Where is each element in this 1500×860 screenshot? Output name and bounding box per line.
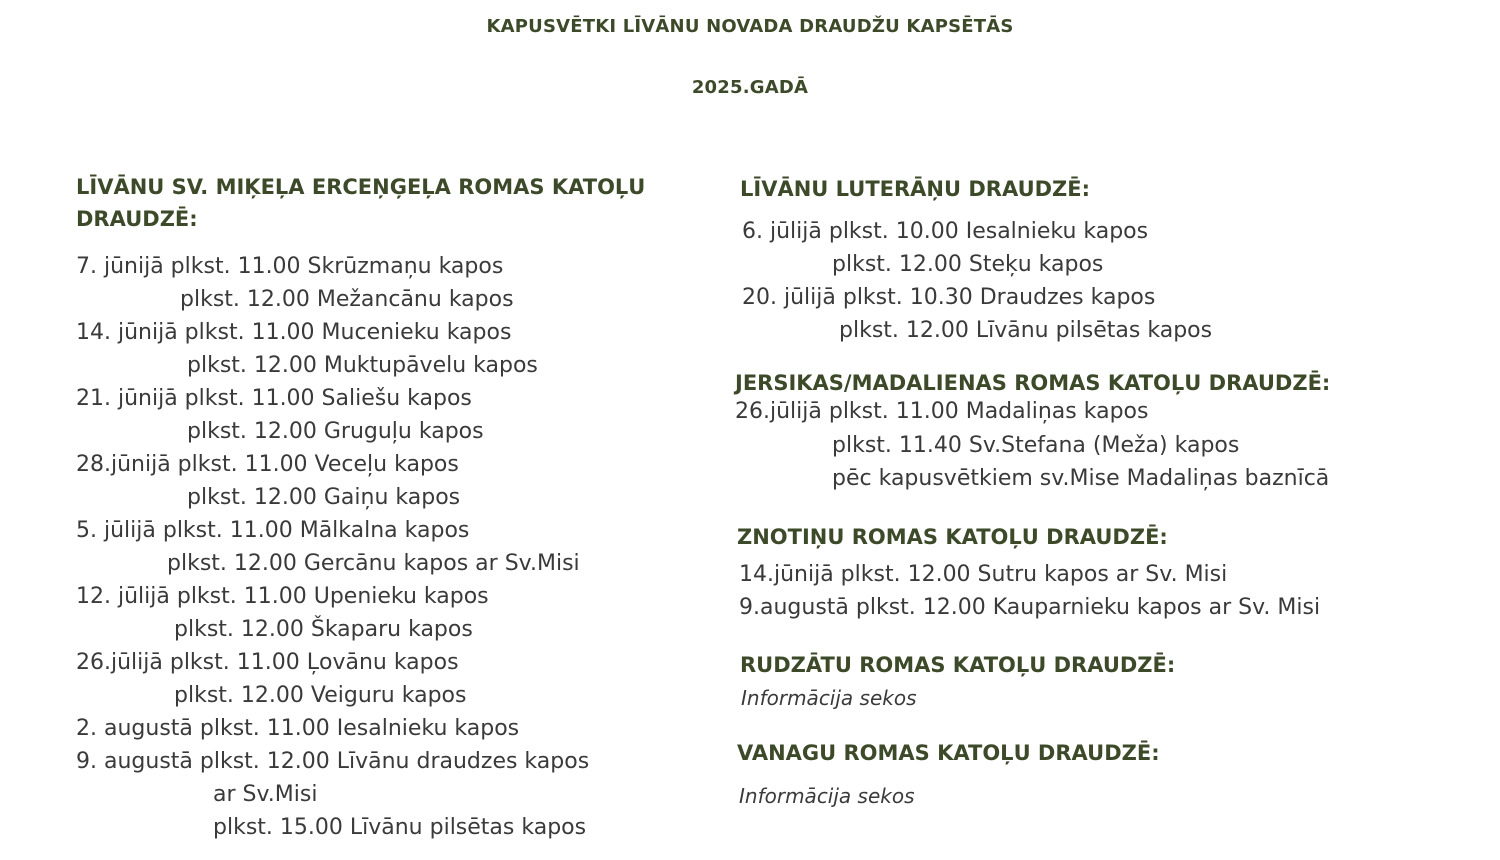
vanagu-heading: VANAGU ROMAS KATOĻU DRAUDZĒ: bbox=[737, 741, 1160, 765]
left-section-heading-line2: DRAUDZĒ: bbox=[76, 207, 198, 231]
schedule-line: plkst. 12.00 Gaiņu kapos bbox=[187, 485, 461, 510]
schedule-line: 21. jūnijā plkst. 11.00 Saliešu kapos bbox=[76, 386, 472, 411]
schedule-line: plkst. 12.00 Mežancānu kapos bbox=[180, 287, 514, 312]
schedule-line: ar Sv.Misi bbox=[213, 782, 318, 807]
schedule-line: 12. jūlijā plkst. 11.00 Upenieku kapos bbox=[76, 584, 489, 609]
schedule-line: plkst. 11.40 Sv.Stefana (Meža) kapos bbox=[832, 433, 1240, 458]
schedule-line: 20. jūlijā plkst. 10.30 Draudzes kapos bbox=[742, 285, 1156, 310]
vanagu-info: Informācija sekos bbox=[739, 784, 915, 808]
luteranu-heading: LĪVĀNU LUTERĀŅU DRAUDZĒ: bbox=[740, 177, 1091, 201]
schedule-line: 14.jūnijā plkst. 12.00 Sutru kapos ar Sv. Misi bbox=[739, 562, 1228, 587]
schedule-line: 5. jūlijā plkst. 11.00 Mālkalna kapos bbox=[76, 518, 470, 543]
page-title-line2: 2025.GADĀ bbox=[691, 77, 809, 98]
schedule-line: plkst. 12.00 Gruguļu kapos bbox=[187, 419, 484, 444]
schedule-line: 6. jūlijā plkst. 10.00 Iesalnieku kapos bbox=[742, 219, 1149, 244]
jersikas-heading: JERSIKAS/MADALIENAS ROMAS KATOĻU DRAUDZĒ: bbox=[735, 371, 1331, 395]
left-section-heading-line1: LĪVĀNU SV. MIĶEĻA ERCEŅĢEĻA ROMAS KATOĻU bbox=[76, 175, 646, 199]
schedule-line: 26.jūlijā plkst. 11.00 Madaliņas kapos bbox=[735, 399, 1149, 424]
schedule-line: plkst. 12.00 Škaparu kapos bbox=[174, 617, 473, 642]
page-title-line1: KAPUSVĒTKI LĪVĀNU NOVADA DRAUDŽU KAPSĒTĀS bbox=[486, 16, 1014, 37]
schedule-line: 28.jūnijā plkst. 11.00 Veceļu kapos bbox=[76, 452, 459, 477]
schedule-line: 26.jūlijā plkst. 11.00 Ļovānu kapos bbox=[76, 650, 459, 675]
schedule-line: pēc kapusvētkiem sv.Mise Madaliņas baznīcā bbox=[832, 466, 1330, 491]
schedule-line: plkst. 12.00 Veiguru kapos bbox=[174, 683, 467, 708]
schedule-line: 14. jūnijā plkst. 11.00 Mucenieku kapos bbox=[76, 320, 512, 345]
znotinu-heading: ZNOTIŅU ROMAS KATOĻU DRAUDZĒ: bbox=[737, 525, 1168, 549]
schedule-line: plkst. 12.00 Steķu kapos bbox=[832, 252, 1104, 277]
rudzatu-info: Informācija sekos bbox=[741, 686, 917, 710]
rudzatu-heading: RUDZĀTU ROMAS KATOĻU DRAUDZĒ: bbox=[740, 653, 1176, 677]
schedule-line: plkst. 12.00 Līvānu pilsētas kapos bbox=[839, 318, 1213, 343]
schedule-line: 9.augustā plkst. 12.00 Kauparnieku kapos ar Sv. Misi bbox=[739, 595, 1321, 620]
schedule-line: plkst. 12.00 Gercānu kapos ar Sv.Misi bbox=[167, 551, 580, 576]
schedule-line: 2. augustā plkst. 11.00 Iesalnieku kapos bbox=[76, 716, 520, 741]
schedule-line: plkst. 12.00 Muktupāvelu kapos bbox=[187, 353, 538, 378]
schedule-line: 7. jūnijā plkst. 11.00 Skrūzmaņu kapos bbox=[76, 254, 504, 279]
schedule-line: plkst. 15.00 Līvānu pilsētas kapos bbox=[213, 815, 587, 840]
schedule-line: 9. augustā plkst. 12.00 Līvānu draudzes kapos bbox=[76, 749, 590, 774]
